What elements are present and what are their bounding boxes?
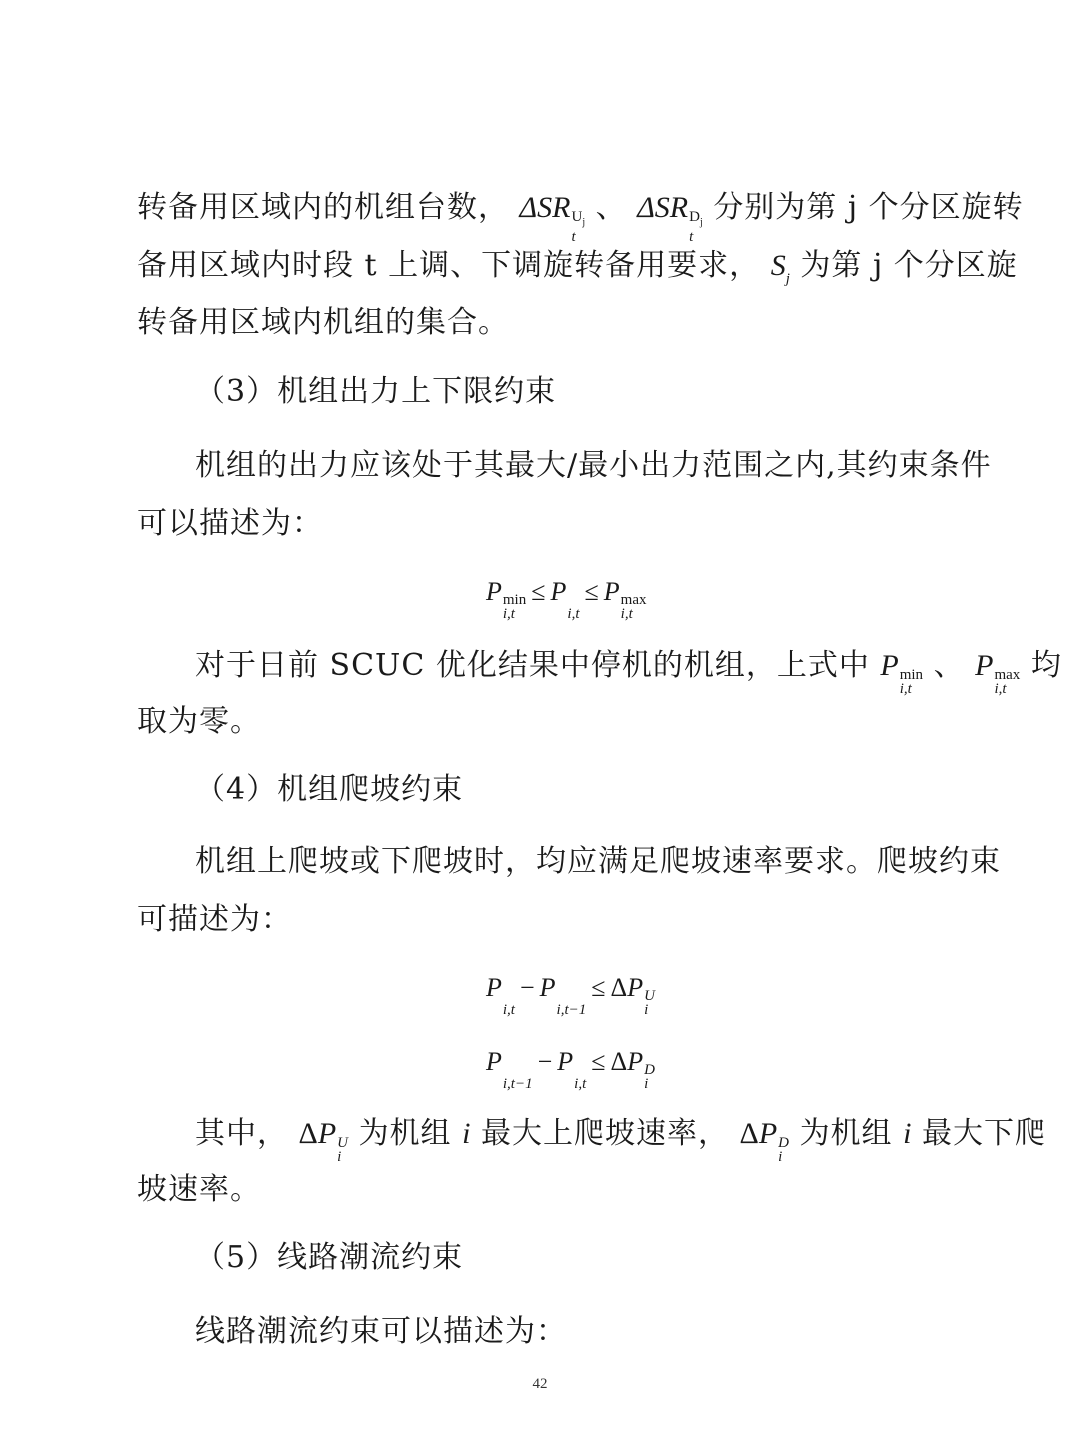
math-p-max: P max i,t bbox=[975, 649, 1021, 697]
text-run: 、 bbox=[595, 190, 627, 225]
paragraph-line bbox=[137, 303, 947, 343]
page-number: 42 bbox=[532, 1376, 548, 1392]
paragraph-line bbox=[137, 900, 947, 940]
math-delta-sr-up bbox=[520, 188, 586, 244]
text-run: 备用区域内时段 t 上调、下调旋转备用要求， bbox=[137, 248, 761, 283]
formula-ramp-down: P i,t−1 − P i,t ≤ ΔP D i bbox=[486, 1047, 656, 1092]
math-delta-sr-down bbox=[637, 188, 703, 244]
text-run: 可以描述为： bbox=[137, 506, 323, 541]
text-run: 为机组 bbox=[358, 1116, 452, 1151]
math-s-j: $S_j$ bbox=[770, 249, 790, 287]
paragraph-line bbox=[195, 1312, 947, 1352]
math-p-min: P min i,t bbox=[880, 649, 924, 697]
text-run: 分别为第 j 个分区旋转 bbox=[713, 190, 1024, 225]
text-run: 转备用区域内的机组台数， bbox=[137, 190, 509, 225]
math-base: ΔSR bbox=[519, 191, 571, 224]
text-run: 为机组 bbox=[799, 1116, 893, 1151]
text-run: 最大上爬坡速率， bbox=[481, 1116, 729, 1151]
text-run: 机组的出力应该处于其最大/最小出力范围之内,其约束条件 bbox=[195, 448, 992, 483]
paragraph-line bbox=[137, 504, 947, 544]
text-run: 坡速率。 bbox=[137, 1172, 261, 1207]
math-i: i bbox=[903, 1117, 912, 1150]
paragraph-line bbox=[137, 1170, 947, 1210]
text-run: 均 bbox=[1030, 648, 1062, 683]
heading-text: （4）机组爬坡约束 bbox=[195, 772, 464, 807]
text-run: 可描述为： bbox=[137, 902, 292, 937]
math-scripts: $D_j$ t bbox=[689, 209, 703, 245]
paragraph-line bbox=[137, 188, 1024, 245]
math-scripts: $U_j$ t bbox=[571, 209, 586, 245]
section-heading-3 bbox=[195, 372, 1005, 412]
text-run: 取为零。 bbox=[137, 704, 261, 739]
math-base: S bbox=[770, 249, 786, 282]
math-delta-p-u: ΔP U i bbox=[298, 1117, 349, 1165]
math-i: i bbox=[462, 1117, 471, 1150]
paragraph-line bbox=[195, 646, 1062, 697]
text-run: 其中， bbox=[195, 1116, 288, 1151]
text-run: 转备用区域内机组的集合。 bbox=[137, 305, 509, 340]
heading-text: （5）线路潮流约束 bbox=[195, 1240, 464, 1275]
section-heading-4 bbox=[195, 770, 1005, 810]
paragraph-line bbox=[137, 702, 947, 742]
paragraph-line bbox=[195, 842, 1001, 882]
text-run: 线路潮流约束可以描述为： bbox=[195, 1314, 567, 1349]
paragraph-line bbox=[137, 246, 1018, 287]
text-run: 最大下爬 bbox=[922, 1116, 1046, 1151]
heading-text: （3）机组出力上下限约束 bbox=[195, 374, 557, 409]
math-base: ΔSR bbox=[637, 191, 689, 224]
formula-output-limits: P min i,t ≤ P i,t ≤ P max i,t bbox=[486, 577, 647, 622]
formula-ramp-up: P i,t − P i,t−1 ≤ ΔP U i bbox=[486, 973, 656, 1018]
math-delta-p-d: ΔP D i bbox=[739, 1117, 790, 1165]
text-run: 机组上爬坡或下爬坡时，均应满足爬坡速率要求。爬坡约束 bbox=[195, 844, 1001, 879]
text-run: 为第 j 个分区旋 bbox=[800, 248, 1018, 283]
text-run: 、 bbox=[933, 648, 965, 683]
text-run: 对于日前 SCUC 优化结果中停机的机组，上式中 bbox=[195, 648, 870, 683]
paragraph-line bbox=[195, 446, 992, 486]
paragraph-line bbox=[195, 1114, 1046, 1165]
section-heading-5 bbox=[195, 1238, 1005, 1278]
